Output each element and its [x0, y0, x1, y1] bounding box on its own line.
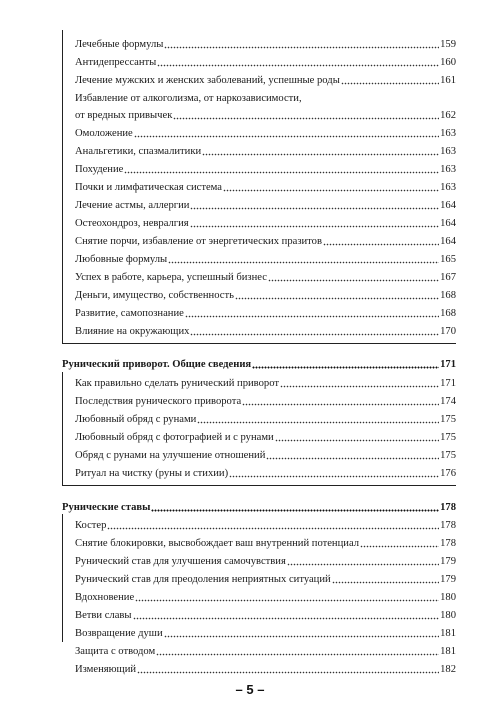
toc-entry[interactable]: [75, 537, 456, 550]
dot-leader: [135, 592, 439, 602]
section-divider: [62, 343, 456, 344]
toc-section-heading[interactable]: [62, 501, 456, 514]
toc-entry-page: 164: [440, 218, 456, 229]
toc-entry[interactable]: [75, 377, 456, 390]
toc-entry-page: 161: [440, 75, 456, 86]
toc-entry-title: Любовный обряд с фотографией и с рунами: [75, 432, 274, 443]
toc-entry-page: 174: [440, 396, 456, 407]
dot-leader: [124, 164, 439, 174]
toc-entry[interactable]: [75, 253, 456, 266]
toc-entry-title: Анальгетики, спазмалитики: [75, 146, 202, 157]
dot-leader: [151, 502, 439, 512]
toc-entry[interactable]: [75, 645, 456, 658]
toc-entry-title: Обряд с рунами на улучшение отношений: [75, 450, 266, 461]
toc-entry-title: Похудение: [75, 164, 124, 175]
toc-entry-page: 163: [440, 128, 456, 139]
toc-entry-page: 176: [440, 468, 456, 479]
dot-leader: [156, 646, 439, 656]
dot-leader: [280, 378, 439, 388]
toc-section-heading[interactable]: [62, 358, 456, 371]
dot-leader: [164, 39, 439, 49]
dot-leader: [168, 254, 439, 264]
toc-entry-title: Любовные формулы: [75, 254, 168, 265]
dot-leader: [275, 432, 439, 442]
dot-leader: [268, 272, 439, 282]
toc-entry[interactable]: [75, 609, 456, 622]
toc-entry[interactable]: [75, 395, 456, 408]
toc-heading-page: 178: [440, 502, 456, 513]
toc-entry-page: 159: [440, 39, 456, 50]
toc-entry-page: 162: [440, 110, 456, 121]
toc-entry-page: 164: [440, 200, 456, 211]
toc-entry-page: 163: [440, 182, 456, 193]
toc-entry-title: Снятие блокировки, высвобождает ваш внутренний потенциал: [75, 538, 360, 549]
toc-entry-title: Лечение мужских и женских заболеваний, успешные роды: [75, 75, 340, 86]
toc-entry[interactable]: [75, 109, 456, 122]
toc-entry-page: 182: [440, 664, 456, 675]
toc-entry[interactable]: [75, 449, 456, 462]
dot-leader: [164, 628, 439, 638]
toc-entry[interactable]: [75, 145, 456, 158]
toc-entry[interactable]: [75, 413, 456, 426]
toc-entry-title: Возвращение души: [75, 628, 163, 639]
toc-entry-title: Успех в работе, карьера, успешный бизнес: [75, 272, 267, 283]
toc-entry-title: Омоложение: [75, 128, 133, 139]
toc-entry-title: от вредных привычек: [75, 110, 173, 121]
toc-entry[interactable]: [75, 573, 456, 586]
toc-entry-title: Лечение астмы, аллергии: [75, 200, 190, 211]
toc-entry[interactable]: [75, 199, 456, 212]
dot-leader: [223, 182, 439, 192]
toc-heading-page: 171: [440, 359, 456, 370]
toc-entry[interactable]: [75, 431, 456, 444]
dot-leader: [190, 218, 439, 228]
toc-entry[interactable]: [75, 56, 456, 69]
toc-entry[interactable]: [75, 519, 456, 532]
toc-entry-title: Лечебные формулы: [75, 39, 164, 50]
toc-entry-title: Любовный обряд с рунами: [75, 414, 197, 425]
toc-entry-title: Ритуал на чистку (руны и стихии): [75, 468, 229, 479]
toc-entry[interactable]: [75, 38, 456, 51]
toc-heading-title: Рунический приворот. Общие сведения: [62, 359, 252, 370]
dot-leader: [137, 664, 439, 674]
toc-entry-page: 175: [440, 450, 456, 461]
toc-entry[interactable]: [75, 127, 456, 140]
dot-leader: [229, 468, 439, 478]
toc-entry-title: Вдохновение: [75, 592, 135, 603]
dot-leader: [133, 610, 440, 620]
page-number: – 5 –: [235, 682, 265, 697]
dot-leader: [134, 128, 439, 138]
toc-entry-page: 181: [440, 628, 456, 639]
toc-entry-title: Почки и лимфатическая система: [75, 182, 222, 193]
dot-leader: [266, 450, 439, 460]
left-bracket-line: [62, 514, 63, 642]
toc-entry[interactable]: [75, 627, 456, 640]
toc-entry-title: Остеохондроз, невралгия: [75, 218, 189, 229]
dot-leader: [185, 308, 439, 318]
dot-leader: [157, 57, 439, 67]
toc-entry-page: 165: [440, 254, 456, 265]
dot-leader: [197, 414, 439, 424]
dot-leader: [107, 520, 439, 530]
dot-leader: [242, 396, 439, 406]
toc-heading-title: Рунические ставы: [62, 502, 151, 513]
toc-entry-page: 181: [440, 646, 456, 657]
left-bracket-line: [62, 30, 63, 343]
left-bracket-line: [62, 372, 63, 485]
toc-entry-title: Рунический став для улучшения самочувствия: [75, 556, 286, 567]
toc-entry-title: Ветви славы: [75, 610, 132, 621]
toc-entry-page: 179: [440, 556, 456, 567]
toc-entry[interactable]: [75, 271, 456, 284]
toc-entry-title: Рунический став для преодоления неприятных ситуаций: [75, 574, 331, 585]
dot-leader: [252, 359, 439, 369]
toc-entry[interactable]: [75, 555, 456, 568]
dot-leader: [360, 538, 439, 548]
toc-entry-title: Как правильно сделать рунический приворот: [75, 378, 279, 389]
toc-entry-page: 160: [440, 57, 456, 68]
toc-entry-page: 175: [440, 414, 456, 425]
toc-entry[interactable]: [75, 289, 456, 302]
dot-leader: [173, 110, 439, 120]
toc-entry-title: Костер: [75, 520, 107, 531]
toc-entry-title: Последствия рунического приворота: [75, 396, 242, 407]
toc-entry[interactable]: [75, 217, 456, 230]
toc-entry-page: 168: [440, 290, 456, 301]
dot-leader: [323, 236, 439, 246]
dot-leader: [190, 200, 439, 210]
toc-entry-page: 180: [440, 610, 456, 621]
toc-entry-page: 171: [440, 378, 456, 389]
toc-entry-page: 163: [440, 164, 456, 175]
toc-entry[interactable]: [75, 467, 456, 480]
toc-entry-page: 164: [440, 236, 456, 247]
toc-entry-title: Развитие, самопознание: [75, 308, 184, 319]
toc-entry-page: 167: [440, 272, 456, 283]
toc-entry[interactable]: [75, 663, 456, 676]
toc-entry-page: 170: [440, 326, 456, 337]
dot-leader: [341, 75, 439, 85]
toc-entry-title: Защита с отводом: [75, 646, 156, 657]
toc-entry-title: Изменяющий: [75, 664, 137, 675]
section-divider: [62, 485, 456, 486]
dot-leader: [287, 556, 439, 566]
toc-entry[interactable]: [75, 307, 456, 320]
dot-leader: [190, 326, 439, 336]
dot-leader: [202, 146, 439, 156]
toc-entry-page: 168: [440, 308, 456, 319]
dot-leader: [235, 290, 439, 300]
toc-entry-page: 175: [440, 432, 456, 443]
toc-entry-page: 178: [440, 520, 456, 531]
toc-entry-page: 179: [440, 574, 456, 585]
toc-entry-title: Деньги, имущество, собственность: [75, 290, 234, 301]
toc-entry[interactable]: [75, 325, 456, 338]
toc-entry-title: Антидепрессанты: [75, 57, 157, 68]
toc-entry[interactable]: [75, 74, 456, 87]
toc-entry-title: Влияние на окружающих: [75, 326, 190, 337]
toc-entry[interactable]: [75, 163, 456, 176]
toc-entry[interactable]: [75, 235, 456, 248]
toc-entry[interactable]: [75, 591, 456, 604]
toc-entry-page: 163: [440, 146, 456, 157]
toc-entry-title: Снятие порчи, избавление от энергетических празитов: [75, 236, 322, 247]
toc-entry-title-line1: Избавление от алкоголизма, от наркозависимости,: [75, 93, 302, 104]
toc-entry[interactable]: [75, 181, 456, 194]
dot-leader: [332, 574, 439, 584]
toc-entry-page: 178: [440, 538, 456, 549]
toc-entry-page: 180: [440, 592, 456, 603]
